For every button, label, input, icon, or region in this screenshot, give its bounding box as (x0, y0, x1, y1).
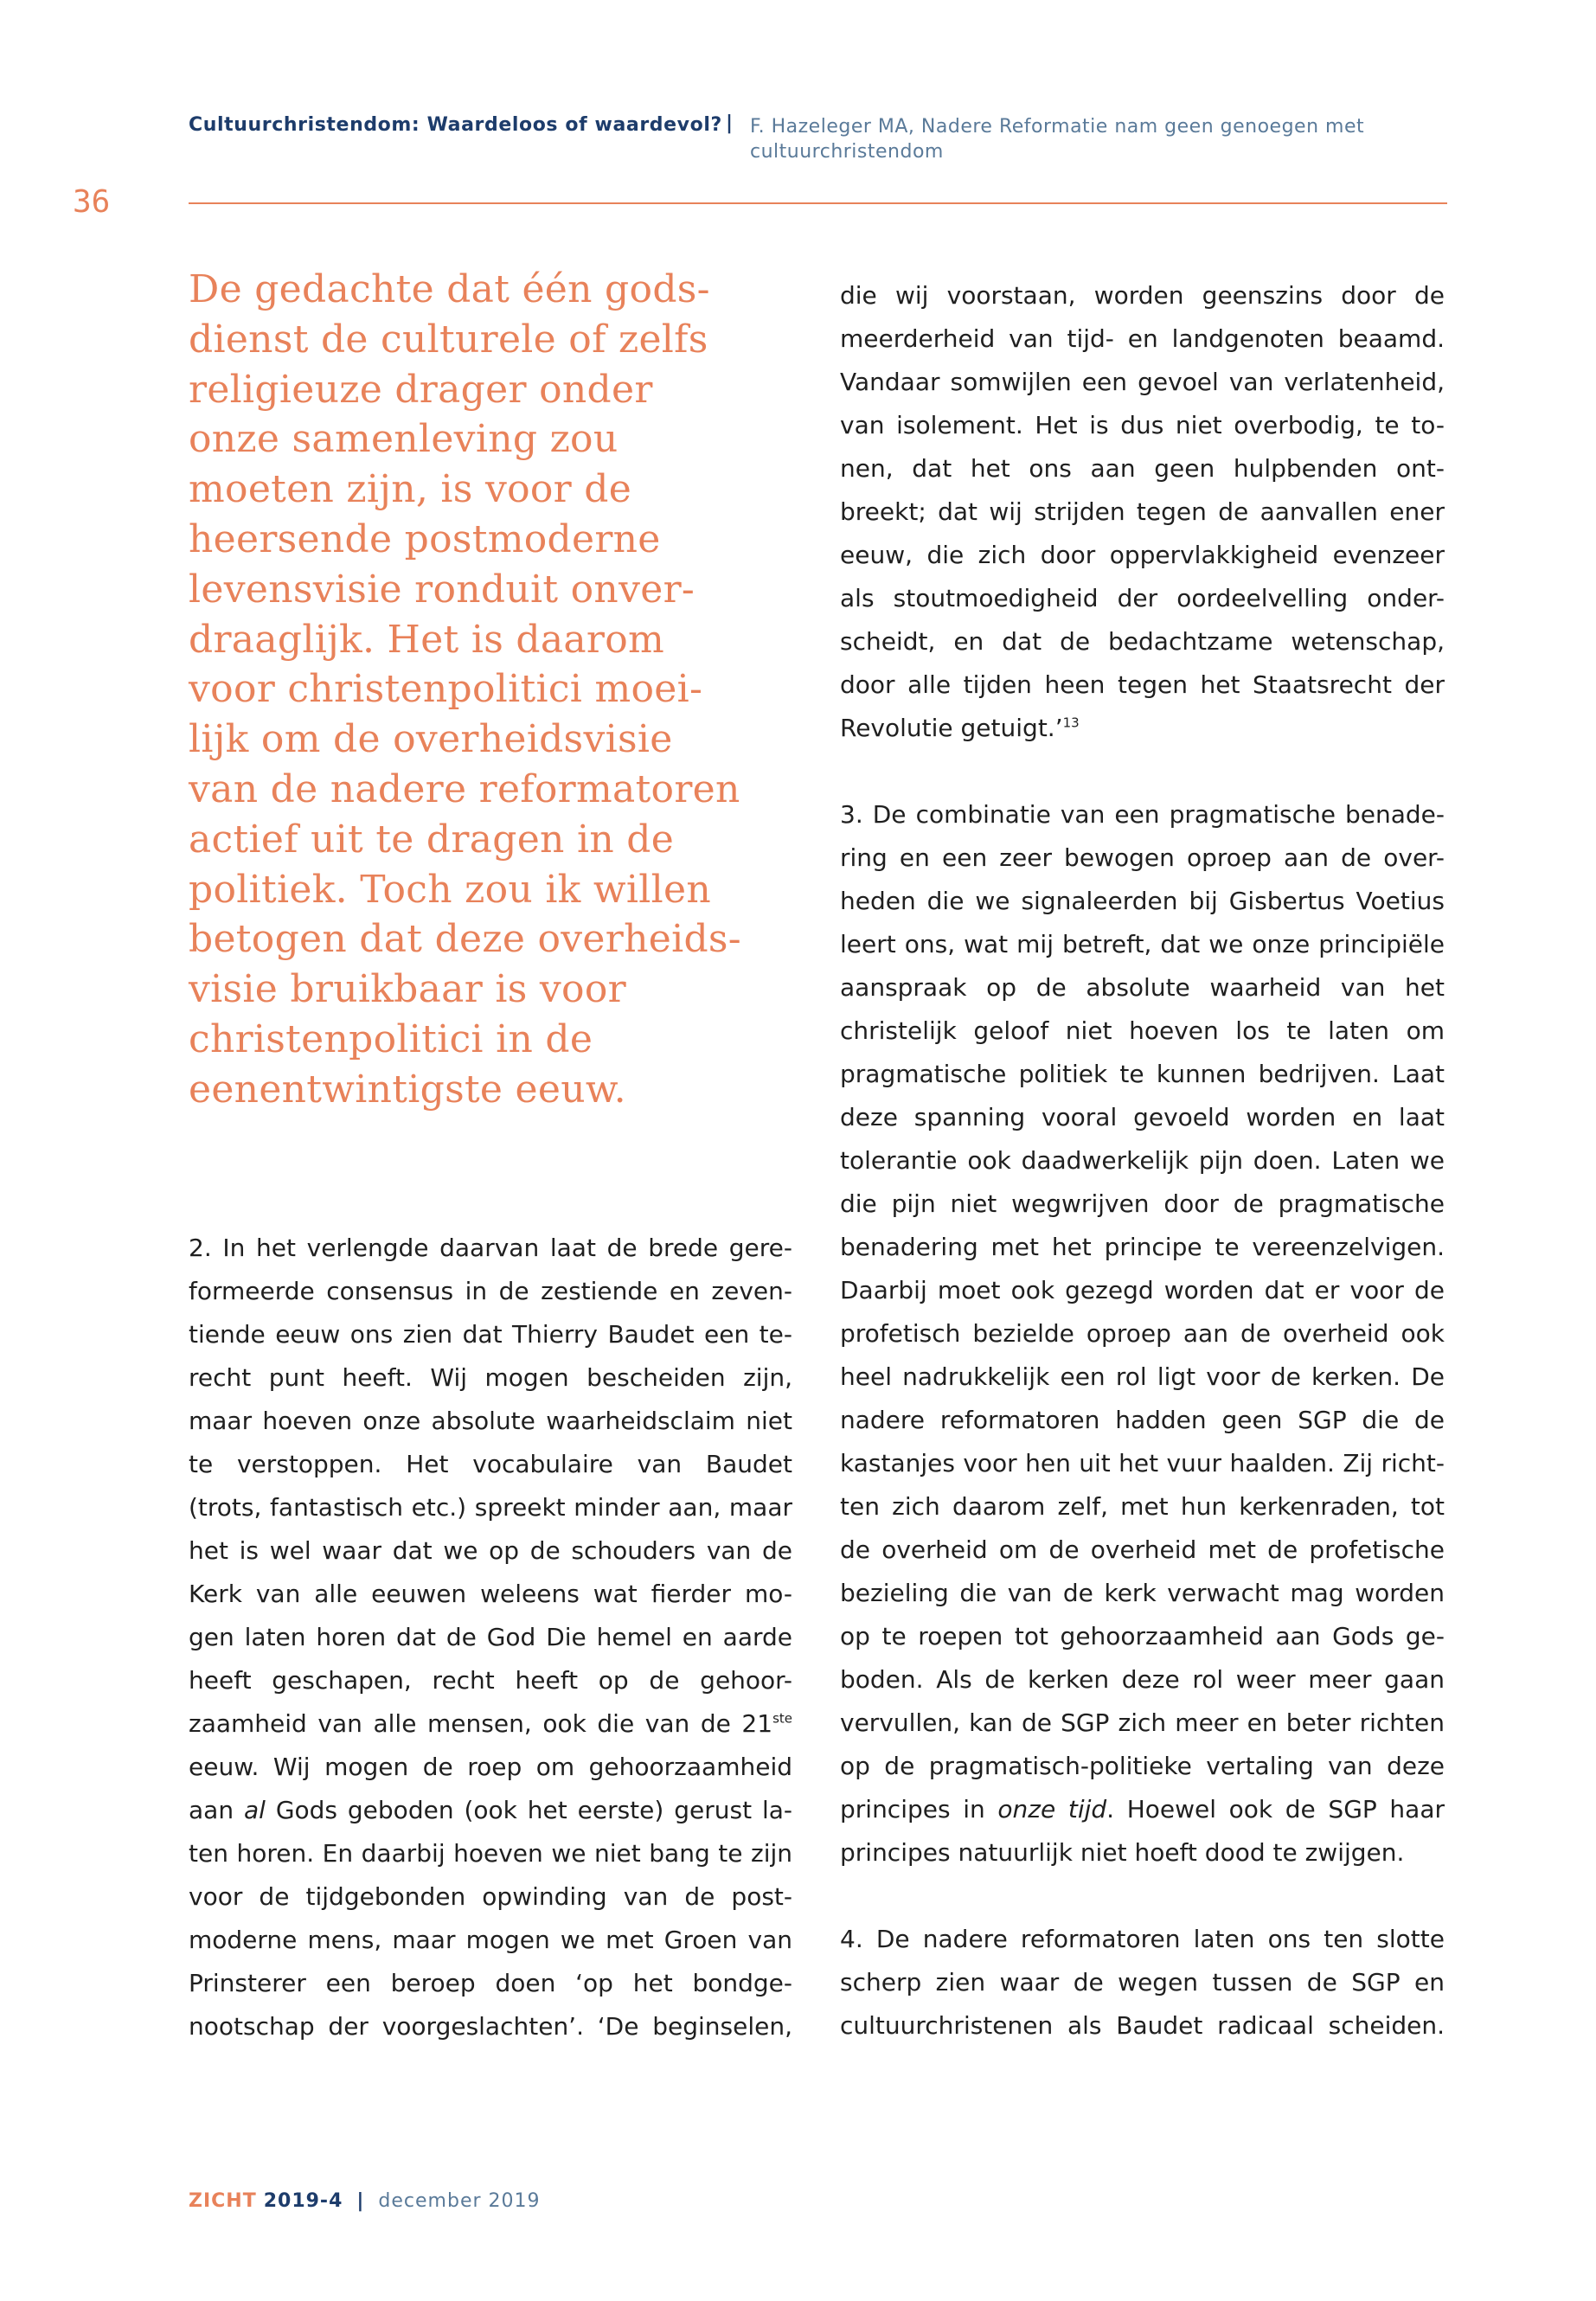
running-header-title: Cultuurchristendom: Waardeloos of waardevol? (189, 114, 722, 136)
body-text: Gods geboden (ook het eerste) gerust la- (265, 1796, 792, 1824)
body-line: die wij voorstaan, worden geenszins door de (840, 281, 1445, 310)
pull-quote-line: religieuze drager onder (189, 367, 653, 412)
page-number: 36 (73, 184, 111, 220)
body-line: door alle tijden heen tegen het Staatsrecht der (840, 670, 1445, 699)
body-line: eeuw. Wij mogen de roep om gehoorzaamheid (189, 1753, 792, 1781)
body-line: op de pragmatisch-politieke vertaling van deze (840, 1752, 1445, 1780)
body-line: scheidt, en dat de bedachtzame wetenschap, (840, 627, 1445, 656)
header-divider (189, 202, 1447, 204)
body-line: deze spanning vooral gevoeld worden en laat (840, 1103, 1445, 1131)
body-line: die pijn niet wegwrijven door de pragmatische (840, 1189, 1445, 1218)
body-line: formeerde consensus in de zestiende en zeven- (189, 1277, 792, 1305)
body-line: profetisch bezielde oproep aan de overheid ook (840, 1319, 1445, 1348)
pull-quote-line: onze samenleving zou (189, 417, 619, 462)
pull-quote-line: heersende postmoderne (189, 516, 661, 561)
footer-magazine: ZICHT (189, 2190, 257, 2212)
body-line (840, 707, 1445, 750)
header-subtitle-line: cultuurchristendom (750, 141, 944, 163)
body-text: . Hoewel ook de SGP haar (1106, 1795, 1445, 1823)
running-header-subtitle (750, 114, 1407, 164)
body-line: nadere reformatoren hadden geen SGP die de (840, 1406, 1445, 1434)
body-line: moderne mens, maar mogen we met Groen van (189, 1926, 792, 1954)
body-text: zaamheid van alle mensen, ook die van de 21 (189, 1709, 773, 1738)
pull-quote-line: De gedachte dat één gods- (189, 267, 710, 311)
body-line: benadering met het principe te vereenzelvigen. (840, 1233, 1445, 1261)
body-line (840, 1788, 1445, 1831)
footer-date: december 2019 (378, 2190, 541, 2212)
body-line: Prinsterer een beroep doen ‘op het bondge- (189, 1969, 792, 1997)
left-column (189, 1227, 792, 2048)
body-line: van isolement. Het is dus niet overbodig, te to- (840, 411, 1445, 439)
body-line: nootschap der voorgeslachten’. ‘De beginselen, (189, 2012, 792, 2041)
body-line: kastanjes voor hen uit het vuur haalden. Zij richt- (840, 1449, 1445, 1477)
footnote-ref: 13 (1062, 715, 1080, 731)
body-line: christelijk geloof niet hoeven los te laten om (840, 1016, 1445, 1045)
body-line: tolerantie ook daadwerkelijk pijn doen. Laten we (840, 1146, 1445, 1175)
body-text: aan (189, 1796, 244, 1824)
pull-quote-line: levensvisie ronduit onver- (189, 567, 695, 612)
pull-quote-line: politiek. Toch zou ik willen (189, 867, 711, 912)
paragraph-gap (840, 1875, 1445, 1918)
body-line: te verstoppen. Het vocabulaire van Baudet (189, 1450, 792, 1478)
right-paragraph-3 (840, 1918, 1445, 2048)
body-line: leert ons, wat mij betreft, dat we onze principiële (840, 930, 1445, 958)
body-line: ring en een zeer bewogen oproep aan de over- (840, 843, 1445, 872)
superscript: ste (772, 1710, 792, 1727)
pull-quote-line: betogen dat deze overheids- (189, 917, 741, 962)
body-line: nen, dat het ons aan geen hulpbenden ont- (840, 454, 1445, 483)
body-line: als stoutmoedigheid der oordeelvelling onder- (840, 584, 1445, 612)
body-line: 4. De nadere reformatoren laten ons ten slotte (840, 1925, 1445, 1953)
body-line: eeuw, die zich door oppervlakkigheid evenzeer (840, 541, 1445, 569)
body-line (189, 1702, 792, 1746)
body-line: gen laten horen dat de God Die hemel en aarde (189, 1623, 792, 1651)
body-line: 2. In het verlengde daarvan laat de brede gere- (189, 1234, 792, 1262)
body-line: ten zich daarom zelf, met hun kerkenraden, tot (840, 1492, 1445, 1521)
right-paragraph-2 (840, 793, 1445, 1875)
body-line (189, 1789, 792, 1832)
body-line: heden die we signaleerden bij Gisbertus Voetius (840, 887, 1445, 915)
pull-quote-line: eenentwintigste eeuw. (189, 1067, 626, 1112)
body-line: de overheid om de overheid met de profetische (840, 1535, 1445, 1564)
body-line: (trots, fantastisch etc.) spreekt minder aan, maar (189, 1493, 792, 1522)
page-footer (189, 2190, 541, 2212)
body-line: het is wel waar dat we op de schouders van de (189, 1536, 792, 1565)
body-line: pragmatische politiek te kunnen bedrijven. Laat (840, 1060, 1445, 1088)
body-line: breekt; dat wij strijden tegen de aanvallen ener (840, 497, 1445, 526)
paragraph-gap (840, 750, 1445, 793)
body-line: boden. Als de kerken deze rol weer meer gaan (840, 1665, 1445, 1694)
body-line: maar hoeven onze absolute waarheidsclaim niet (189, 1407, 792, 1435)
body-line: heeft geschapen, recht heeft op de gehoor- (189, 1666, 792, 1695)
header-subtitle-line: F. Hazeleger MA, Nadere Reformatie nam geen genoegen met (750, 116, 1365, 138)
pull-quote (189, 265, 794, 1115)
pull-quote-line: draaglijk. Het is daarom (189, 617, 665, 662)
emphasis: al (243, 1796, 266, 1824)
pull-quote-line: voor christenpolitici moei- (189, 667, 703, 712)
body-line: tiende eeuw ons zien dat Thierry Baudet een te- (189, 1320, 792, 1349)
pull-quote-line: actief uit te dragen in de (189, 817, 675, 862)
emphasis: onze tijd (997, 1795, 1107, 1823)
body-line: vervullen, kan de SGP zich meer en beter richten (840, 1708, 1445, 1737)
body-line: bezieling die van de kerk verwacht mag worden (840, 1579, 1445, 1607)
body-line: meerderheid van tijd- en landgenoten beaamd. (840, 324, 1445, 353)
right-column (840, 274, 1445, 2048)
body-line: voor de tijdgebonden opwinding van de post- (189, 1882, 792, 1911)
body-line: cultuurchristenen als Baudet radicaal scheiden. (840, 2011, 1445, 2040)
header-separator: | (726, 112, 734, 134)
body-line: principes natuurlijk niet hoeft dood te zwijgen. (840, 1838, 1405, 1867)
body-line: op te roepen tot gehoorzaamheid aan Gods ge- (840, 1622, 1445, 1650)
pull-quote-line: van de nadere reformatoren (189, 766, 740, 811)
body-line: Daarbij moet ook gezegd worden dat er voor de (840, 1276, 1445, 1304)
body-line: aanspraak op de absolute waarheid van het (840, 973, 1445, 1002)
footer-issue: 2019-4 (263, 2190, 343, 2212)
pull-quote-line: moeten zijn, is voor de (189, 467, 632, 512)
body-text: principes in (840, 1795, 998, 1823)
body-line: 3. De combinatie van een pragmatische benade- (840, 800, 1445, 829)
left-column-lines (189, 1227, 792, 2048)
body-line: heel nadrukkelijk een rol ligt voor de kerken. De (840, 1362, 1445, 1391)
pull-quote-line: visie bruikbaar is voor (189, 967, 626, 1012)
pull-quote-line: lijk om de overheidsvisie (189, 717, 673, 762)
footer-separator: | (356, 2190, 365, 2212)
pull-quote-line: christenpolitici in de (189, 1016, 593, 1061)
body-line: Vandaar somwijlen een gevoel van verlatenheid, (840, 368, 1445, 396)
right-paragraph-1 (840, 274, 1445, 750)
body-line: scherp zien waar de wegen tussen de SGP en (840, 1968, 1445, 1997)
body-line: recht punt heeft. Wij mogen bescheiden zijn, (189, 1363, 792, 1392)
pull-quote-line: dienst de culturele of zelfs (189, 317, 708, 362)
body-line: ten horen. En daarbij hoeven we niet bang te zijn (189, 1839, 792, 1868)
body-line: Kerk van alle eeuwen weleens wat fierder mo- (189, 1580, 792, 1608)
body-text: Revolutie getuigt.’ (840, 714, 1063, 742)
